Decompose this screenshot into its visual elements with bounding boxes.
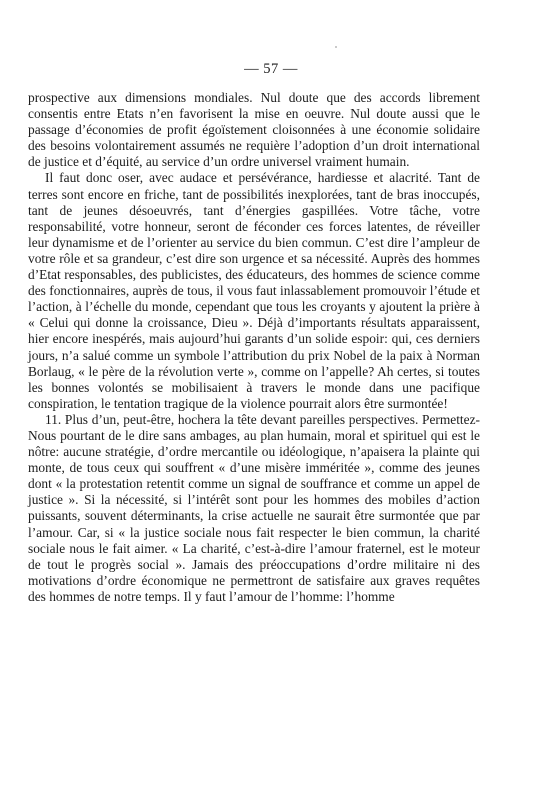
- paragraph-call-to-action: Il faut donc oser, avec audace et persévérance, hardiesse et alacrité. Tant de terres sont encore en friche, tant de possibilités inexplorées, tant de bras inoccupés, tant de jeunes désoeuvrés, tant d’énergies gaspillées. Votre tâche, votre responsabilité, votre honneur, seront de féconder ces forces latentes, de réveiller leur dynamisme et de l’orienter au service du bien commun. C’est dire l’ampleur de votre rôle et sa grandeur, c’est dire son urgence et sa nécessité. Auprès des hommes d’Etat responsables, des publicistes, des éducateurs, des hommes de science comme des fonctionnaires, auprès de tous, il vous faut inlassablement promouvoir l’étude et l’action, à l’échelle du monde, cependant que tous les croyants y ajoutent la prière à « Celui qui donne la croissance, Dieu ». Déjà d’importants résultats apparaissent, hier encore inespérés, mais aujourd’hui garants d’un solide espoir: qui, ces derniers jours, n’a salué comme un symbole l’attribution du prix Nobel de la paix à Norman Borlaug, « le père de la révolution verte », comme on l’appelle? Ah certes, si toutes les bonnes volontés se mobilisaient à travers le monde dans une pacifique conspiration, le tentation tragique de la violence pourrait alors être surmontée!: [28, 170, 480, 411]
- page-number: — 57 —: [244, 61, 298, 77]
- paper-speck: [335, 46, 337, 48]
- paragraph-section-11: 11. Plus d’un, peut-être, hochera la tête devant pareilles perspectives. Permettez-Nous pourtant de le dire sans ambages, au plan humain, moral et spirituel qui est le nôtre: aucune stratégie, d’ordre mercantile ou idéologique, n’apaisera la plainte qui monte, de tous ceux qui souffrent « d’une misère imméritée », comme des jeunes dont « la protestation retentit comme un signal de souffrance et comme un appel de justice ». Si la nécessité, si l’intérêt sont pour les hommes des mobiles d’action puissants, souvent déterminants, la crise actuelle ne saurait être surmontée que par l’amour. Car, si « la justice sociale nous fait respecter le bien commun, la charité sociale nous le fait aimer. « La charité, c’est-à-dire l’amour fraternel, est le moteur de tout le progrès social ». Jamais des préoccupations d’ordre militaire ni des motivations d’ordre économique ne permettront de satisfaire aux graves requêtes des hommes de notre temps. Il y faut l’amour de l’homme: l’homme: [28, 411, 480, 604]
- paragraph-continuation: prospective aux dimensions mondiales. Nul doute que des accords librement consentis entre Etats n’en favorisent la mise en oeuvre. Nul doute aussi que le passage d’économies de profit égoïstement cloisonnées à une économie solidaire des besoins volontairement assumés ne requière l’adoption d’un droit international de justice et d’équité, au service d’un ordre universel vraiment humain.: [28, 90, 480, 170]
- body-text: [28, 90, 480, 605]
